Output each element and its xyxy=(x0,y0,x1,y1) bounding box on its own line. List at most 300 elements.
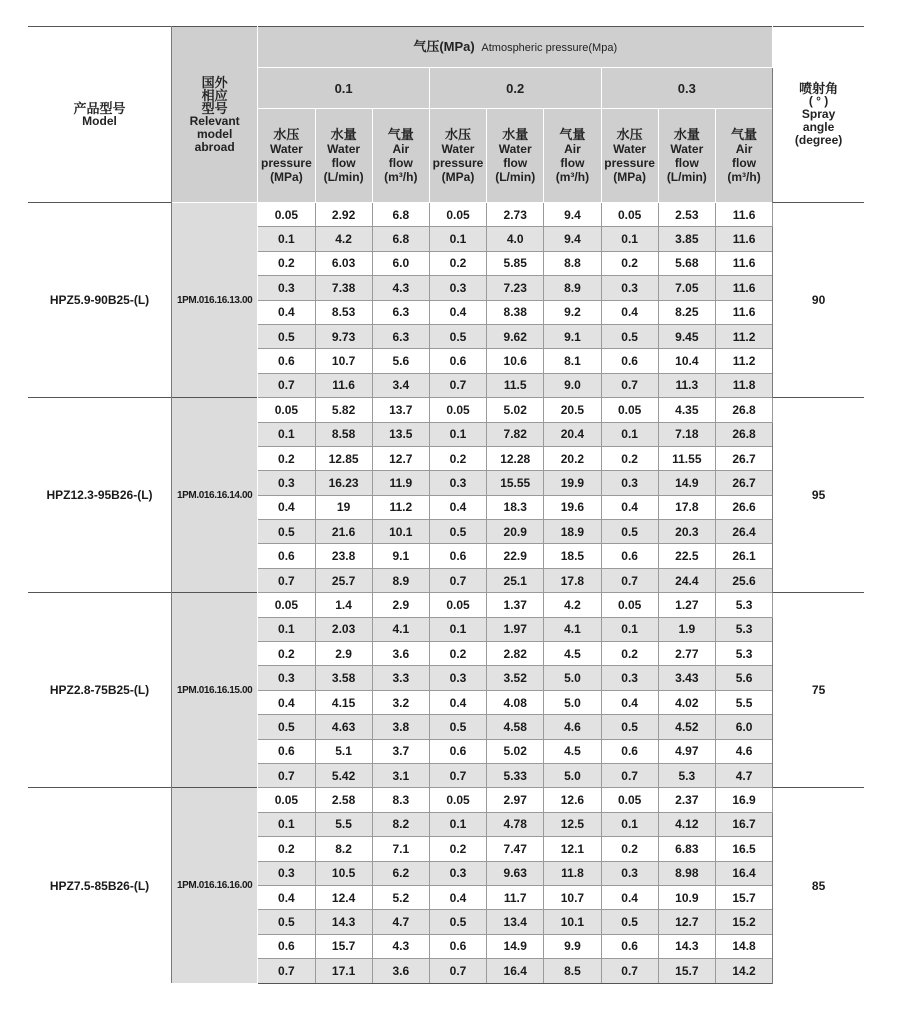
value-cell: 0.2 xyxy=(429,837,486,861)
water-pressure-header-line: Water xyxy=(441,141,475,156)
value-cell: 18.3 xyxy=(487,495,544,519)
value-cell: 0.2 xyxy=(258,251,315,275)
air-flow-header-line: Air xyxy=(735,141,753,156)
angle-header-en-1: Spray xyxy=(801,107,836,121)
value-cell: 6.0 xyxy=(372,251,429,275)
value-cell: 8.53 xyxy=(315,300,372,324)
value-cell: 0.05 xyxy=(258,593,315,617)
air-flow-header-line: (m³/h) xyxy=(384,169,418,184)
value-cell: 0.7 xyxy=(258,763,315,787)
model-header-cn: 产品型号 xyxy=(73,100,126,116)
value-cell: 4.7 xyxy=(715,763,772,787)
spray-angle-cell: 85 xyxy=(773,788,864,983)
value-cell: 2.92 xyxy=(315,203,372,227)
value-cell: 14.9 xyxy=(658,471,715,495)
value-cell: 11.6 xyxy=(315,373,372,397)
water-flow-header-line: flow xyxy=(331,155,356,170)
value-cell: 0.6 xyxy=(258,934,315,958)
value-cell: 0.5 xyxy=(601,324,658,348)
ref-header-cn-3: 型号 xyxy=(201,100,228,116)
value-cell: 4.08 xyxy=(487,690,544,714)
water-flow-header-line: flow xyxy=(674,155,699,170)
air-flow-header-line: Air xyxy=(392,141,410,156)
value-cell: 12.7 xyxy=(372,446,429,470)
value-cell: 5.6 xyxy=(715,666,772,690)
value-cell: 0.05 xyxy=(601,593,658,617)
value-cell: 8.5 xyxy=(544,959,601,983)
value-cell: 16.23 xyxy=(315,471,372,495)
value-cell: 20.4 xyxy=(544,422,601,446)
value-cell: 16.4 xyxy=(487,959,544,983)
value-cell: 5.33 xyxy=(487,763,544,787)
value-cell: 4.6 xyxy=(544,715,601,739)
table-row xyxy=(28,398,864,422)
value-cell: 3.85 xyxy=(658,227,715,251)
value-cell: 0.6 xyxy=(601,739,658,763)
model-cell: HPZ12.3-95B26-(L) xyxy=(28,398,172,593)
value-cell: 1.97 xyxy=(487,617,544,641)
value-cell: 25.1 xyxy=(487,568,544,592)
value-cell: 10.7 xyxy=(315,349,372,373)
water-pressure-header-line: (MPa) xyxy=(270,169,303,184)
value-cell: 5.5 xyxy=(715,690,772,714)
model-header-en: Model xyxy=(82,113,117,128)
value-cell: 0.6 xyxy=(429,934,486,958)
water-flow-header xyxy=(315,109,372,203)
value-cell: 26.8 xyxy=(715,422,772,446)
value-cell: 0.7 xyxy=(601,763,658,787)
value-cell: 0.3 xyxy=(258,861,315,885)
value-cell: 0.4 xyxy=(258,690,315,714)
value-cell: 0.3 xyxy=(258,471,315,495)
water-pressure-header-line: pressure xyxy=(604,155,655,170)
value-cell: 5.3 xyxy=(715,593,772,617)
value-cell: 18.5 xyxy=(544,544,601,568)
value-cell: 0.1 xyxy=(429,422,486,446)
value-cell: 26.8 xyxy=(715,398,772,422)
value-cell: 26.4 xyxy=(715,520,772,544)
value-cell: 0.1 xyxy=(601,227,658,251)
value-cell: 7.05 xyxy=(658,276,715,300)
air-flow-header-line: (m³/h) xyxy=(555,169,590,184)
value-cell: 0.3 xyxy=(429,276,486,300)
value-cell: 11.8 xyxy=(715,373,772,397)
value-cell: 4.6 xyxy=(715,739,772,763)
value-cell: 7.23 xyxy=(487,276,544,300)
value-cell: 0.6 xyxy=(258,349,315,373)
value-cell: 0.3 xyxy=(601,861,658,885)
model-header xyxy=(28,27,172,203)
value-cell: 3.58 xyxy=(315,666,372,690)
value-cell: 7.82 xyxy=(487,422,544,446)
value-cell: 4.63 xyxy=(315,715,372,739)
value-cell: 11.2 xyxy=(372,495,429,519)
value-cell: 0.2 xyxy=(601,642,658,666)
value-cell: 5.02 xyxy=(487,398,544,422)
value-cell: 0.6 xyxy=(429,349,486,373)
value-cell: 4.3 xyxy=(372,276,429,300)
value-cell: 4.5 xyxy=(544,642,601,666)
value-cell: 26.7 xyxy=(715,446,772,470)
value-cell: 12.6 xyxy=(544,788,601,812)
value-cell: 7.1 xyxy=(372,837,429,861)
value-cell: 14.8 xyxy=(715,934,772,958)
atm-header-en: Atmospheric pressure(Mpa) xyxy=(481,41,618,54)
value-cell: 5.85 xyxy=(487,251,544,275)
value-cell: 21.6 xyxy=(315,520,372,544)
water-pressure-header-line: Water xyxy=(269,141,303,156)
value-cell: 11.6 xyxy=(715,300,772,324)
value-cell: 2.53 xyxy=(658,203,715,227)
value-cell: 0.1 xyxy=(258,227,315,251)
value-cell: 6.8 xyxy=(372,227,429,251)
water-pressure-header xyxy=(601,109,658,203)
value-cell: 0.7 xyxy=(429,568,486,592)
water-flow-header-line: flow xyxy=(503,155,528,170)
spray-angle-cell: 90 xyxy=(773,203,864,398)
value-cell: 3.2 xyxy=(372,690,429,714)
value-cell: 6.03 xyxy=(315,251,372,275)
value-cell: 0.05 xyxy=(258,398,315,422)
air-flow-header-line: flow xyxy=(732,155,757,170)
value-cell: 9.9 xyxy=(544,934,601,958)
value-cell: 0.3 xyxy=(258,276,315,300)
value-cell: 0.7 xyxy=(601,568,658,592)
value-cell: 0.05 xyxy=(258,203,315,227)
water-flow-header-line: Water xyxy=(327,141,361,156)
value-cell: 4.1 xyxy=(372,617,429,641)
value-cell: 10.5 xyxy=(315,861,372,885)
value-cell: 7.18 xyxy=(658,422,715,446)
value-cell: 14.3 xyxy=(315,910,372,934)
value-cell: 3.52 xyxy=(487,666,544,690)
water-flow-header xyxy=(487,109,544,203)
value-cell: 0.1 xyxy=(429,227,486,251)
value-cell: 11.9 xyxy=(372,471,429,495)
value-cell: 9.2 xyxy=(544,300,601,324)
value-cell: 1.4 xyxy=(315,593,372,617)
value-cell: 5.2 xyxy=(372,885,429,909)
value-cell: 11.6 xyxy=(715,203,772,227)
value-cell: 4.0 xyxy=(487,227,544,251)
model-cell: HPZ7.5-85B26-(L) xyxy=(28,788,172,983)
value-cell: 10.1 xyxy=(544,910,601,934)
value-cell: 15.7 xyxy=(715,885,772,909)
value-cell: 0.5 xyxy=(429,910,486,934)
value-cell: 0.05 xyxy=(601,398,658,422)
air-flow-header-line: 气量 xyxy=(731,126,758,142)
value-cell: 0.2 xyxy=(258,446,315,470)
value-cell: 9.4 xyxy=(544,227,601,251)
value-cell: 20.9 xyxy=(487,520,544,544)
value-cell: 0.3 xyxy=(429,471,486,495)
value-cell: 0.6 xyxy=(601,544,658,568)
air-flow-header-line: 气量 xyxy=(387,126,414,142)
value-cell: 6.3 xyxy=(372,324,429,348)
ref-header-en-3: abroad xyxy=(194,139,235,154)
value-cell: 0.3 xyxy=(429,666,486,690)
value-cell: 0.4 xyxy=(258,885,315,909)
value-cell: 14.3 xyxy=(658,934,715,958)
value-cell: 15.2 xyxy=(715,910,772,934)
value-cell: 11.6 xyxy=(715,276,772,300)
value-cell: 11.2 xyxy=(715,324,772,348)
water-flow-header-line: Water xyxy=(498,141,532,156)
value-cell: 5.5 xyxy=(315,812,372,836)
value-cell: 1.37 xyxy=(487,593,544,617)
value-cell: 8.3 xyxy=(372,788,429,812)
value-cell: 0.6 xyxy=(258,544,315,568)
water-flow-header-line: (L/min) xyxy=(495,169,536,184)
value-cell: 0.2 xyxy=(429,251,486,275)
value-cell: 5.3 xyxy=(658,763,715,787)
value-cell: 15.7 xyxy=(315,934,372,958)
air-flow-header-line: 气量 xyxy=(559,126,586,142)
water-pressure-header-line: 水压 xyxy=(445,126,472,142)
value-cell: 4.97 xyxy=(658,739,715,763)
value-cell: 9.0 xyxy=(544,373,601,397)
angle-header-cn: 喷射角 xyxy=(799,81,839,96)
value-cell: 0.6 xyxy=(429,739,486,763)
value-cell: 13.7 xyxy=(372,398,429,422)
water-pressure-header xyxy=(429,109,486,203)
value-cell: 0.2 xyxy=(601,251,658,275)
nozzle-spec-table xyxy=(28,26,864,984)
value-cell: 0.1 xyxy=(601,422,658,446)
value-cell: 25.7 xyxy=(315,568,372,592)
value-cell: 9.73 xyxy=(315,324,372,348)
water-pressure-header-line: Water xyxy=(613,141,647,156)
value-cell: 17.1 xyxy=(315,959,372,983)
air-flow-header-line: (m³/h) xyxy=(727,169,761,184)
value-cell: 17.8 xyxy=(658,495,715,519)
value-cell: 3.43 xyxy=(658,666,715,690)
value-cell: 4.2 xyxy=(315,227,372,251)
value-cell: 2.77 xyxy=(658,642,715,666)
value-cell: 4.15 xyxy=(315,690,372,714)
value-cell: 0.1 xyxy=(258,422,315,446)
angle-header-en-2: angle xyxy=(802,120,835,134)
value-cell: 9.1 xyxy=(372,544,429,568)
value-cell: 5.0 xyxy=(544,690,601,714)
water-pressure-header-line: 水压 xyxy=(273,126,300,142)
value-cell: 20.5 xyxy=(544,398,601,422)
value-cell: 26.6 xyxy=(715,495,772,519)
water-flow-header-line: (L/min) xyxy=(323,169,364,184)
value-cell: 16.4 xyxy=(715,861,772,885)
value-cell: 0.2 xyxy=(429,642,486,666)
value-cell: 9.45 xyxy=(658,324,715,348)
value-cell: 8.8 xyxy=(544,251,601,275)
value-cell: 0.5 xyxy=(601,520,658,544)
value-cell: 7.38 xyxy=(315,276,372,300)
value-cell: 0.7 xyxy=(601,959,658,983)
value-cell: 0.5 xyxy=(429,715,486,739)
value-cell: 3.3 xyxy=(372,666,429,690)
value-cell: 2.97 xyxy=(487,788,544,812)
value-cell: 26.1 xyxy=(715,544,772,568)
value-cell: 13.5 xyxy=(372,422,429,446)
model-cell: HPZ2.8-75B25-(L) xyxy=(28,593,172,788)
value-cell: 2.73 xyxy=(487,203,544,227)
water-flow-header xyxy=(658,109,715,203)
value-cell: 4.2 xyxy=(544,593,601,617)
spray-angle-cell: 75 xyxy=(773,593,864,788)
value-cell: 11.6 xyxy=(715,251,772,275)
value-cell: 15.7 xyxy=(658,959,715,983)
value-cell: 12.85 xyxy=(315,446,372,470)
value-cell: 0.2 xyxy=(258,642,315,666)
value-cell: 11.6 xyxy=(715,227,772,251)
value-cell: 11.3 xyxy=(658,373,715,397)
value-cell: 8.2 xyxy=(372,812,429,836)
relevant-model-cell: 1PM.016.16.16.00 xyxy=(172,788,258,983)
value-cell: 22.9 xyxy=(487,544,544,568)
value-cell: 25.6 xyxy=(715,568,772,592)
value-cell: 0.4 xyxy=(429,495,486,519)
value-cell: 0.5 xyxy=(429,324,486,348)
table-row xyxy=(28,203,864,227)
value-cell: 6.0 xyxy=(715,715,772,739)
value-cell: 2.9 xyxy=(372,593,429,617)
air-flow-header xyxy=(715,109,772,203)
value-cell: 4.12 xyxy=(658,812,715,836)
value-cell: 12.28 xyxy=(487,446,544,470)
value-cell: 4.3 xyxy=(372,934,429,958)
value-cell: 6.8 xyxy=(372,203,429,227)
pressure-0-1-header: 0.1 xyxy=(258,68,430,109)
value-cell: 2.37 xyxy=(658,788,715,812)
angle-header-en-3: (degree) xyxy=(794,133,843,147)
value-cell: 5.82 xyxy=(315,398,372,422)
value-cell: 7.47 xyxy=(487,837,544,861)
water-pressure-header-line: 水压 xyxy=(616,126,643,142)
value-cell: 0.7 xyxy=(601,373,658,397)
value-cell: 5.3 xyxy=(715,642,772,666)
value-cell: 0.4 xyxy=(429,885,486,909)
value-cell: 0.7 xyxy=(429,763,486,787)
value-cell: 8.9 xyxy=(544,276,601,300)
value-cell: 0.3 xyxy=(601,276,658,300)
value-cell: 14.2 xyxy=(715,959,772,983)
water-pressure-header-line: (MPa) xyxy=(613,169,646,184)
value-cell: 0.4 xyxy=(601,885,658,909)
value-cell: 5.3 xyxy=(715,617,772,641)
value-cell: 4.7 xyxy=(372,910,429,934)
value-cell: 8.58 xyxy=(315,422,372,446)
value-cell: 22.5 xyxy=(658,544,715,568)
value-cell: 5.02 xyxy=(487,739,544,763)
value-cell: 3.4 xyxy=(372,373,429,397)
value-cell: 5.1 xyxy=(315,739,372,763)
value-cell: 9.62 xyxy=(487,324,544,348)
value-cell: 2.58 xyxy=(315,788,372,812)
value-cell: 5.42 xyxy=(315,763,372,787)
value-cell: 11.7 xyxy=(487,885,544,909)
relevant-model-cell: 1PM.016.16.13.00 xyxy=(172,203,258,398)
value-cell: 0.2 xyxy=(601,837,658,861)
pressure-0-3-header: 0.3 xyxy=(601,68,773,109)
value-cell: 0.3 xyxy=(601,471,658,495)
value-cell: 20.3 xyxy=(658,520,715,544)
value-cell: 6.83 xyxy=(658,837,715,861)
value-cell: 4.78 xyxy=(487,812,544,836)
value-cell: 4.02 xyxy=(658,690,715,714)
value-cell: 0.05 xyxy=(429,203,486,227)
value-cell: 0.5 xyxy=(258,520,315,544)
value-cell: 10.9 xyxy=(658,885,715,909)
value-cell: 4.5 xyxy=(544,739,601,763)
ref-header-cn-1: 国外 xyxy=(201,74,228,90)
water-pressure-header xyxy=(258,109,315,203)
value-cell: 10.6 xyxy=(487,349,544,373)
relevant-model-cell: 1PM.016.16.14.00 xyxy=(172,398,258,593)
value-cell: 19 xyxy=(315,495,372,519)
value-cell: 0.05 xyxy=(258,788,315,812)
value-cell: 0.4 xyxy=(258,300,315,324)
value-cell: 0.4 xyxy=(429,300,486,324)
value-cell: 8.38 xyxy=(487,300,544,324)
value-cell: 9.63 xyxy=(487,861,544,885)
value-cell: 16.5 xyxy=(715,837,772,861)
value-cell: 24.4 xyxy=(658,568,715,592)
value-cell: 3.6 xyxy=(372,642,429,666)
atm-header-cn: 气压(MPa) xyxy=(413,38,475,54)
value-cell: 0.1 xyxy=(258,617,315,641)
value-cell: 0.7 xyxy=(258,568,315,592)
water-flow-header-line: 水量 xyxy=(673,126,700,142)
value-cell: 0.4 xyxy=(601,690,658,714)
water-flow-header-line: 水量 xyxy=(502,126,529,142)
value-cell: 6.2 xyxy=(372,861,429,885)
relevant-model-header xyxy=(172,27,258,203)
value-cell: 0.4 xyxy=(258,495,315,519)
value-cell: 0.1 xyxy=(258,812,315,836)
value-cell: 2.03 xyxy=(315,617,372,641)
value-cell: 0.5 xyxy=(429,520,486,544)
value-cell: 0.7 xyxy=(429,373,486,397)
value-cell: 4.35 xyxy=(658,398,715,422)
value-cell: 0.05 xyxy=(429,398,486,422)
value-cell: 1.9 xyxy=(658,617,715,641)
value-cell: 12.4 xyxy=(315,885,372,909)
air-flow-header xyxy=(544,109,601,203)
value-cell: 8.25 xyxy=(658,300,715,324)
value-cell: 13.4 xyxy=(487,910,544,934)
value-cell: 10.4 xyxy=(658,349,715,373)
value-cell: 0.1 xyxy=(429,812,486,836)
value-cell: 11.5 xyxy=(487,373,544,397)
value-cell: 5.6 xyxy=(372,349,429,373)
air-flow-header xyxy=(372,109,429,203)
value-cell: 9.4 xyxy=(544,203,601,227)
value-cell: 0.3 xyxy=(429,861,486,885)
value-cell: 12.7 xyxy=(658,910,715,934)
value-cell: 0.4 xyxy=(601,300,658,324)
value-cell: 3.8 xyxy=(372,715,429,739)
value-cell: 19.6 xyxy=(544,495,601,519)
value-cell: 0.1 xyxy=(429,617,486,641)
value-cell: 11.8 xyxy=(544,861,601,885)
value-cell: 0.5 xyxy=(258,910,315,934)
spray-angle-header xyxy=(773,27,864,203)
water-pressure-header-line: pressure xyxy=(261,155,312,170)
value-cell: 2.9 xyxy=(315,642,372,666)
ref-header-en-2: model xyxy=(196,126,233,141)
spray-angle-cell: 95 xyxy=(773,398,864,593)
value-cell: 0.05 xyxy=(601,203,658,227)
value-cell: 12.5 xyxy=(544,812,601,836)
